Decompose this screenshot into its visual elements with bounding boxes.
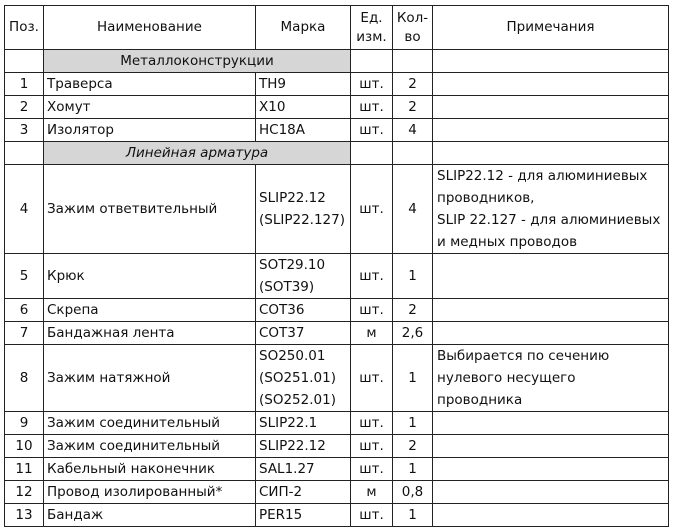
cell-pos: 12 (5, 481, 44, 504)
cell-pos: 13 (5, 504, 44, 527)
table-row (5, 504, 669, 527)
table-row (5, 119, 669, 142)
header-qty-line2: во (404, 28, 421, 45)
cell-unit: м (351, 322, 393, 345)
header-qty-line1: Кол- (396, 9, 429, 26)
cell-note (433, 504, 669, 527)
specification-sheet (4, 5, 668, 521)
cell-note (433, 254, 669, 299)
cell-pos: 7 (5, 322, 44, 345)
cell-mark-line: СИП-2 (259, 484, 303, 500)
cell-pos: 2 (5, 96, 44, 119)
header-mark: Марка (256, 6, 351, 50)
cell-mark-line: ТН9 (259, 76, 286, 92)
cell-name: Скрепа (44, 299, 256, 322)
specification-table (4, 5, 669, 527)
cell-unit: шт. (351, 458, 393, 481)
cell-note-line: проводников, (437, 190, 535, 206)
cell-mark-line: SAL1.27 (259, 461, 315, 477)
section-title: Линейная арматура (44, 142, 351, 165)
cell-qty: 2 (393, 73, 433, 96)
cell-name: Изолятор (44, 119, 256, 142)
cell-unit: шт. (351, 73, 393, 96)
section-title: Металлоконструкции (44, 50, 351, 73)
cell-unit: шт. (351, 119, 393, 142)
cell-mark (256, 96, 351, 119)
cell-mark-line: SLIP22.12 (259, 190, 326, 206)
table-row (5, 299, 669, 322)
cell-qty: 4 (393, 119, 433, 142)
cell-pos: 5 (5, 254, 44, 299)
cell-note-line: SLIP22.12 - для алюминиевых (437, 168, 648, 184)
header-name: Наименование (44, 6, 256, 50)
cell-pos: 10 (5, 435, 44, 458)
cell-note-line: и медных проводов (437, 234, 578, 250)
header-unit (351, 6, 393, 50)
table-row (5, 458, 669, 481)
cell-qty: 1 (393, 458, 433, 481)
cell-mark-line: SLIP22.12 (259, 438, 326, 454)
cell-name: Зажим ответвительный (44, 165, 256, 254)
cell-qty: 1 (393, 254, 433, 299)
cell-qty: 4 (393, 165, 433, 254)
cell-qty: 2 (393, 435, 433, 458)
cell-pos: 3 (5, 119, 44, 142)
cell-mark (256, 119, 351, 142)
cell-unit: шт. (351, 435, 393, 458)
header-unit-line2: изм. (356, 28, 387, 45)
cell-name: Зажим натяжной (44, 345, 256, 412)
cell-pos: 11 (5, 458, 44, 481)
cell-note (433, 73, 669, 96)
cell-pos: 9 (5, 412, 44, 435)
cell-note (433, 165, 669, 254)
table-body (5, 50, 669, 527)
cell-name: Кабельный наконечник (44, 458, 256, 481)
section-pos-cell (5, 50, 44, 73)
cell-note (433, 299, 669, 322)
cell-mark-line: (SO251.01) (259, 370, 336, 386)
cell-mark-line: (SLIP22.127) (259, 212, 345, 228)
cell-pos: 4 (5, 165, 44, 254)
cell-mark-line: Х10 (259, 99, 286, 115)
table-row (5, 435, 669, 458)
cell-unit: шт. (351, 412, 393, 435)
header-pos: Поз. (5, 6, 44, 50)
section-row (5, 142, 669, 165)
section-pos-cell (5, 142, 44, 165)
cell-mark (256, 504, 351, 527)
cell-unit: шт. (351, 96, 393, 119)
table-row (5, 322, 669, 345)
cell-qty: 2 (393, 96, 433, 119)
cell-qty: 1 (393, 345, 433, 412)
cell-name: Траверса (44, 73, 256, 96)
header-row (5, 6, 669, 50)
cell-mark-line: COT36 (259, 302, 305, 318)
section-empty-cell (351, 142, 393, 165)
cell-unit: шт. (351, 504, 393, 527)
cell-pos: 1 (5, 73, 44, 96)
cell-mark (256, 345, 351, 412)
cell-mark-line: COT37 (259, 325, 305, 341)
section-empty-cell (433, 50, 669, 73)
cell-mark (256, 165, 351, 254)
cell-mark-line: НС18А (259, 122, 305, 138)
cell-unit: шт. (351, 165, 393, 254)
section-empty-cell (393, 142, 433, 165)
cell-note (433, 458, 669, 481)
cell-name: Бандаж (44, 504, 256, 527)
section-empty-cell (351, 50, 393, 73)
cell-mark-line: SO250.01 (259, 348, 326, 364)
cell-mark (256, 254, 351, 299)
section-empty-cell (393, 50, 433, 73)
cell-note-line: Выбирается по сечению (437, 348, 610, 364)
cell-unit: шт. (351, 254, 393, 299)
table-row (5, 165, 669, 254)
table-row (5, 73, 669, 96)
cell-mark (256, 412, 351, 435)
cell-qty: 2 (393, 299, 433, 322)
cell-name: Провод изолированный* (44, 481, 256, 504)
cell-note-line: SLIP 22.127 - для алюминиевых (437, 212, 661, 228)
section-empty-cell (433, 142, 669, 165)
cell-note (433, 119, 669, 142)
cell-mark (256, 322, 351, 345)
table-row (5, 96, 669, 119)
cell-mark (256, 73, 351, 96)
cell-pos: 6 (5, 299, 44, 322)
cell-unit: шт. (351, 345, 393, 412)
cell-unit: шт. (351, 299, 393, 322)
header-qty (393, 6, 433, 50)
cell-note-line: нулевого несущего проводника (437, 370, 576, 408)
cell-note (433, 435, 669, 458)
cell-mark-line: SLIP22.1 (259, 415, 318, 431)
cell-name: Зажим соединительный (44, 435, 256, 458)
cell-mark (256, 435, 351, 458)
cell-note (433, 96, 669, 119)
table-row (5, 254, 669, 299)
cell-mark (256, 458, 351, 481)
cell-mark (256, 481, 351, 504)
cell-mark-line: (SOT39) (259, 279, 315, 295)
cell-name: Бандажная лента (44, 322, 256, 345)
header-unit-line1: Ед. (360, 9, 383, 26)
cell-mark-line: SOT29.10 (259, 257, 326, 273)
section-row (5, 50, 669, 73)
cell-mark (256, 299, 351, 322)
cell-note (433, 345, 669, 412)
cell-qty: 1 (393, 504, 433, 527)
cell-qty: 1 (393, 412, 433, 435)
cell-note (433, 481, 669, 504)
table-row (5, 345, 669, 412)
header-note: Примечания (433, 6, 669, 50)
cell-note (433, 322, 669, 345)
cell-name: Зажим соединительный (44, 412, 256, 435)
cell-pos: 8 (5, 345, 44, 412)
cell-name: Крюк (44, 254, 256, 299)
cell-mark-line: (SO252.01) (259, 392, 336, 408)
cell-mark-line: PER15 (259, 507, 303, 523)
cell-name: Хомут (44, 96, 256, 119)
cell-unit: м (351, 481, 393, 504)
cell-qty: 2,6 (393, 322, 433, 345)
table-row (5, 412, 669, 435)
cell-note (433, 412, 669, 435)
cell-qty: 0,8 (393, 481, 433, 504)
table-row (5, 481, 669, 504)
